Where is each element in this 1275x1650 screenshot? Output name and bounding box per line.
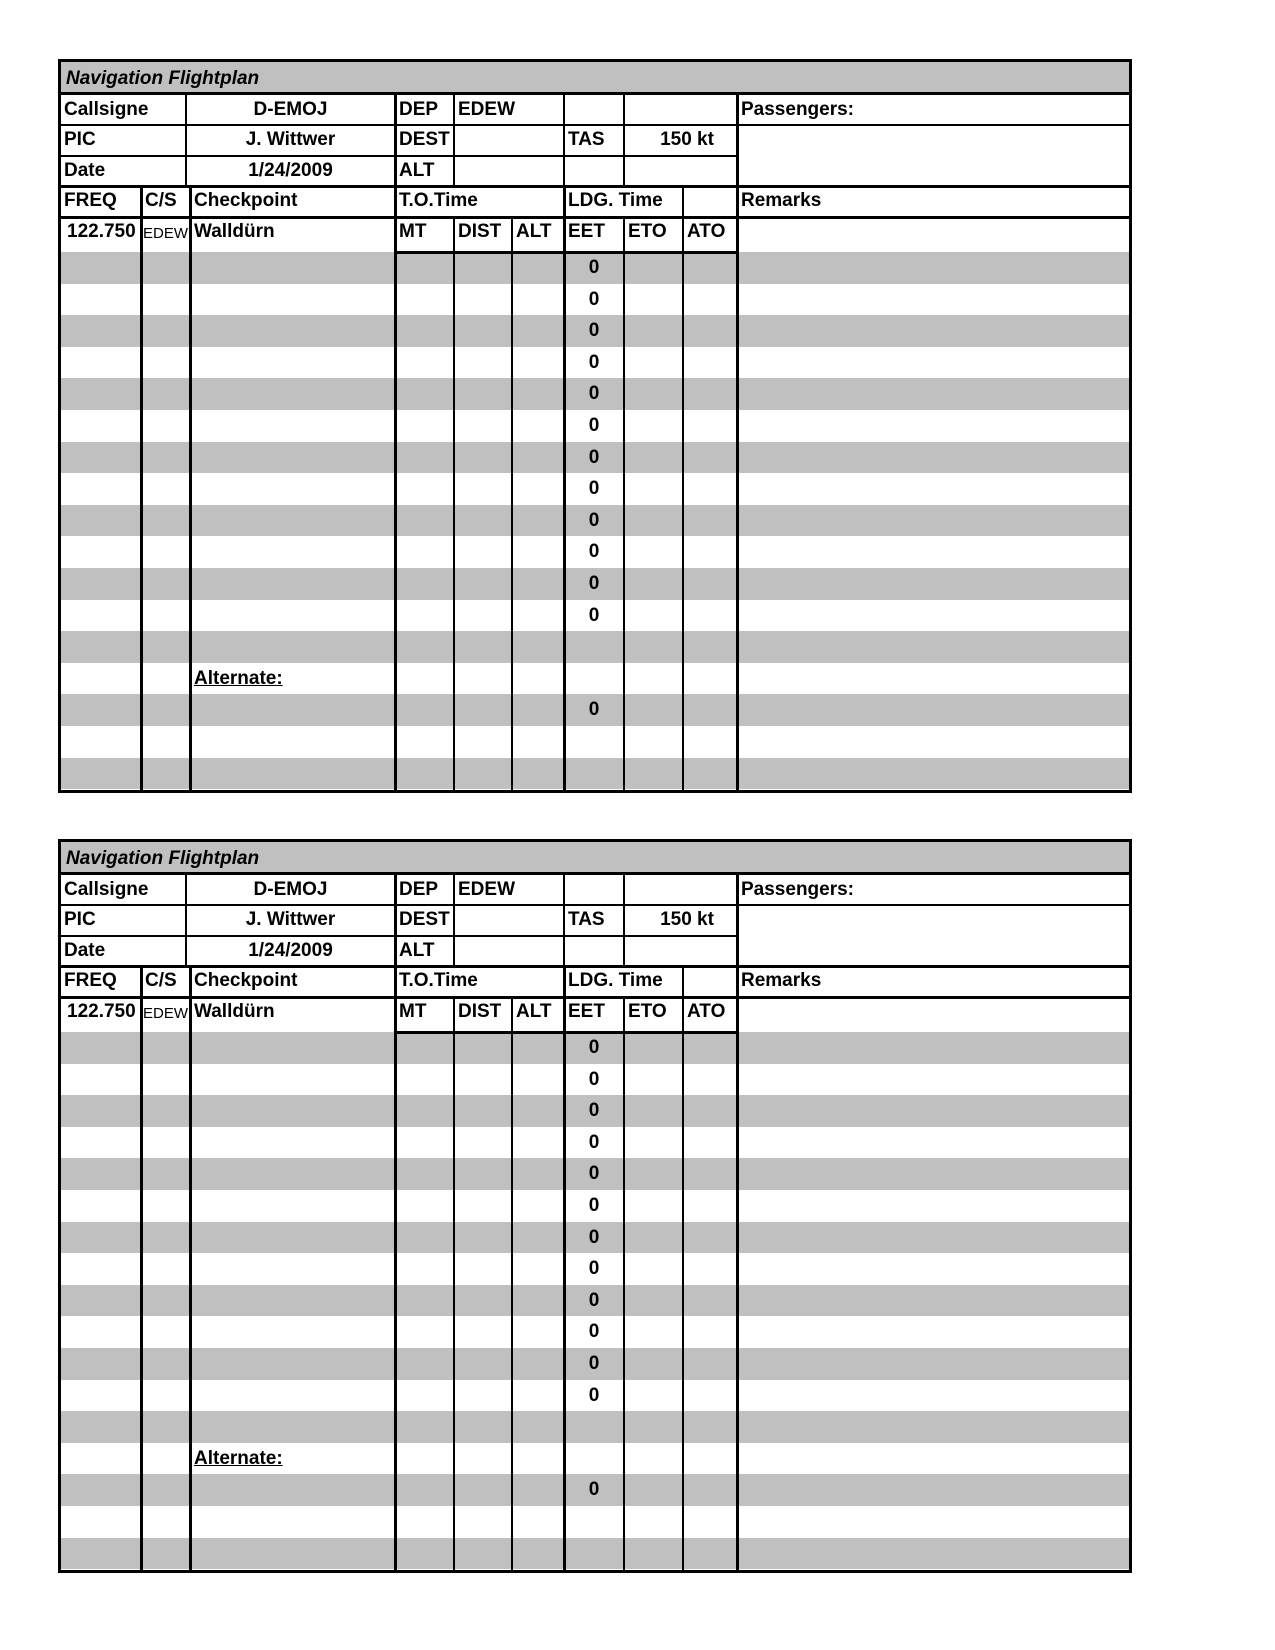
grid-line-vertical xyxy=(453,95,455,186)
date-label: Date xyxy=(64,160,106,181)
eet-value: 0 xyxy=(588,1479,600,1501)
title-bar xyxy=(61,842,1129,875)
eet-value: 0 xyxy=(588,1353,600,1374)
grid-line-vertical xyxy=(511,997,513,1570)
callsign-label: Callsigne xyxy=(64,879,149,900)
tas-value: 150 kt xyxy=(660,909,714,930)
flightplan-form-2 xyxy=(58,839,1132,1573)
eet-value: 0 xyxy=(588,1163,600,1185)
grid-line-horizontal xyxy=(454,935,564,937)
eet-value: 0 xyxy=(588,541,600,563)
grid-line-horizontal xyxy=(564,935,737,937)
grid-line-vertical xyxy=(189,186,192,790)
grid-line-horizontal xyxy=(61,996,1129,999)
eet-value: 0 xyxy=(588,1131,600,1153)
cs-header: C/S xyxy=(145,190,177,211)
to-time-header: T.O.Time xyxy=(399,190,478,211)
eto-header: ETO xyxy=(628,221,667,242)
ato-header: ATO xyxy=(687,221,726,242)
tas-label: TAS xyxy=(568,909,605,930)
table-row xyxy=(61,631,1129,663)
dest-label: DEST xyxy=(399,129,450,150)
dep-label: DEP xyxy=(399,879,439,900)
table-row xyxy=(61,1506,1129,1538)
dist-header: DIST xyxy=(458,221,502,242)
eet-value: 0 xyxy=(588,1321,600,1343)
alt-label: ALT xyxy=(399,940,435,961)
remarks-header: Remarks xyxy=(741,190,822,211)
grid-line-vertical xyxy=(189,966,192,1570)
date-label: Date xyxy=(64,940,106,961)
passengers-label: Passengers: xyxy=(741,99,855,120)
eet-value: 0 xyxy=(588,1195,600,1216)
eet-value: 0 xyxy=(588,1384,600,1406)
checkpoint-value: Walldürn xyxy=(194,1001,275,1022)
alt-label: ALT xyxy=(399,160,435,181)
to-time-header: T.O.Time xyxy=(399,970,478,991)
table-row xyxy=(61,1411,1129,1443)
grid-line-horizontal xyxy=(61,965,1129,968)
eet-value: 0 xyxy=(588,509,600,531)
passengers-label: Passengers: xyxy=(741,879,855,900)
grid-line-vertical xyxy=(453,217,455,790)
alt-header: ALT xyxy=(516,221,552,242)
title-bar xyxy=(61,62,1129,95)
date-value: 1/24/2009 xyxy=(248,160,333,181)
grid-line-horizontal xyxy=(564,124,737,126)
remarks-header: Remarks xyxy=(741,970,822,991)
pic-label: PIC xyxy=(64,129,96,150)
grid-line-vertical xyxy=(623,95,625,186)
grid-line-vertical xyxy=(453,875,455,966)
dest-label: DEST xyxy=(399,909,450,930)
form-title: Navigation Flightplan xyxy=(66,848,260,869)
eet-value: 0 xyxy=(588,1100,600,1122)
dep-value: EDEW xyxy=(458,879,515,900)
eto-header: ETO xyxy=(628,1001,667,1022)
alternate-label: Alternate: xyxy=(194,667,283,689)
eet-value: 0 xyxy=(588,257,600,278)
form-title: Navigation Flightplan xyxy=(66,68,260,89)
freq-header: FREQ xyxy=(64,190,117,211)
grid-line-horizontal xyxy=(395,155,454,157)
grid-line-horizontal xyxy=(395,1031,737,1034)
pic-value: J. Wittwer xyxy=(245,129,336,150)
alt-header: ALT xyxy=(516,1001,552,1022)
grid-line-vertical xyxy=(394,875,397,1570)
cs-value: EDEW xyxy=(143,225,188,242)
grid-line-vertical xyxy=(736,95,739,790)
eet-value: 0 xyxy=(588,1037,600,1058)
grid-line-vertical xyxy=(682,966,684,1570)
eet-value: 0 xyxy=(588,1226,600,1248)
pic-label: PIC xyxy=(64,909,96,930)
cs-value: EDEW xyxy=(143,1005,188,1022)
eet-value: 0 xyxy=(588,446,600,468)
checkpoint-value: Walldürn xyxy=(194,221,275,242)
freq-value: 122.750 xyxy=(67,221,136,242)
grid-line-vertical xyxy=(563,875,565,966)
grid-line-vertical xyxy=(736,875,739,1570)
alternate-label: Alternate: xyxy=(194,1447,283,1469)
eet-header: EET xyxy=(568,1001,605,1022)
dist-header: DIST xyxy=(458,1001,502,1022)
grid-line-vertical xyxy=(563,95,565,186)
eet-header: EET xyxy=(568,221,605,242)
table-row xyxy=(61,758,1129,790)
eet-value: 0 xyxy=(588,1068,600,1090)
grid-line-horizontal xyxy=(454,155,564,157)
eet-value: 0 xyxy=(588,351,600,373)
table-row xyxy=(61,726,1129,758)
grid-line-horizontal xyxy=(564,904,737,906)
callsign-label: Callsigne xyxy=(64,99,149,120)
grid-line-horizontal xyxy=(61,185,1129,188)
flightplan-form-1 xyxy=(58,59,1132,793)
grid-line-vertical xyxy=(453,997,455,1570)
eet-value: 0 xyxy=(588,1289,600,1311)
grid-line-vertical xyxy=(623,875,625,966)
date-value: 1/24/2009 xyxy=(248,940,333,961)
checkpoint-header: Checkpoint xyxy=(194,190,298,211)
grid-line-vertical xyxy=(511,217,513,790)
eet-value: 0 xyxy=(588,383,600,405)
eet-value: 0 xyxy=(588,320,600,342)
freq-header: FREQ xyxy=(64,970,117,991)
ato-header: ATO xyxy=(687,1001,726,1022)
grid-line-horizontal xyxy=(395,251,737,254)
cs-header: C/S xyxy=(145,970,177,991)
grid-line-vertical xyxy=(682,186,684,790)
eet-value: 0 xyxy=(588,604,600,626)
dep-label: DEP xyxy=(399,99,439,120)
tas-label: TAS xyxy=(568,129,605,150)
table-row xyxy=(61,1538,1129,1570)
grid-line-horizontal xyxy=(395,935,454,937)
eet-value: 0 xyxy=(588,478,600,500)
grid-line-horizontal xyxy=(61,216,1129,219)
ldg-time-header: LDG. Time xyxy=(568,970,663,991)
mt-header: MT xyxy=(399,1001,427,1022)
mt-header: MT xyxy=(399,221,427,242)
grid-line-vertical xyxy=(394,95,397,790)
ldg-time-header: LDG. Time xyxy=(568,190,663,211)
eet-value: 0 xyxy=(588,288,600,310)
callsign-value: D-EMOJ xyxy=(253,99,328,120)
grid-line-vertical xyxy=(140,966,143,1570)
eet-value: 0 xyxy=(588,699,600,721)
grid-line-vertical xyxy=(140,186,143,790)
callsign-value: D-EMOJ xyxy=(253,879,328,900)
freq-value: 122.750 xyxy=(67,1001,136,1022)
checkpoint-header: Checkpoint xyxy=(194,970,298,991)
dep-value: EDEW xyxy=(458,99,515,120)
eet-value: 0 xyxy=(588,573,600,594)
tas-value: 150 kt xyxy=(660,129,714,150)
eet-value: 0 xyxy=(588,1258,600,1280)
pic-value: J. Wittwer xyxy=(245,909,336,930)
eet-value: 0 xyxy=(588,415,600,436)
grid-line-horizontal xyxy=(564,155,737,157)
